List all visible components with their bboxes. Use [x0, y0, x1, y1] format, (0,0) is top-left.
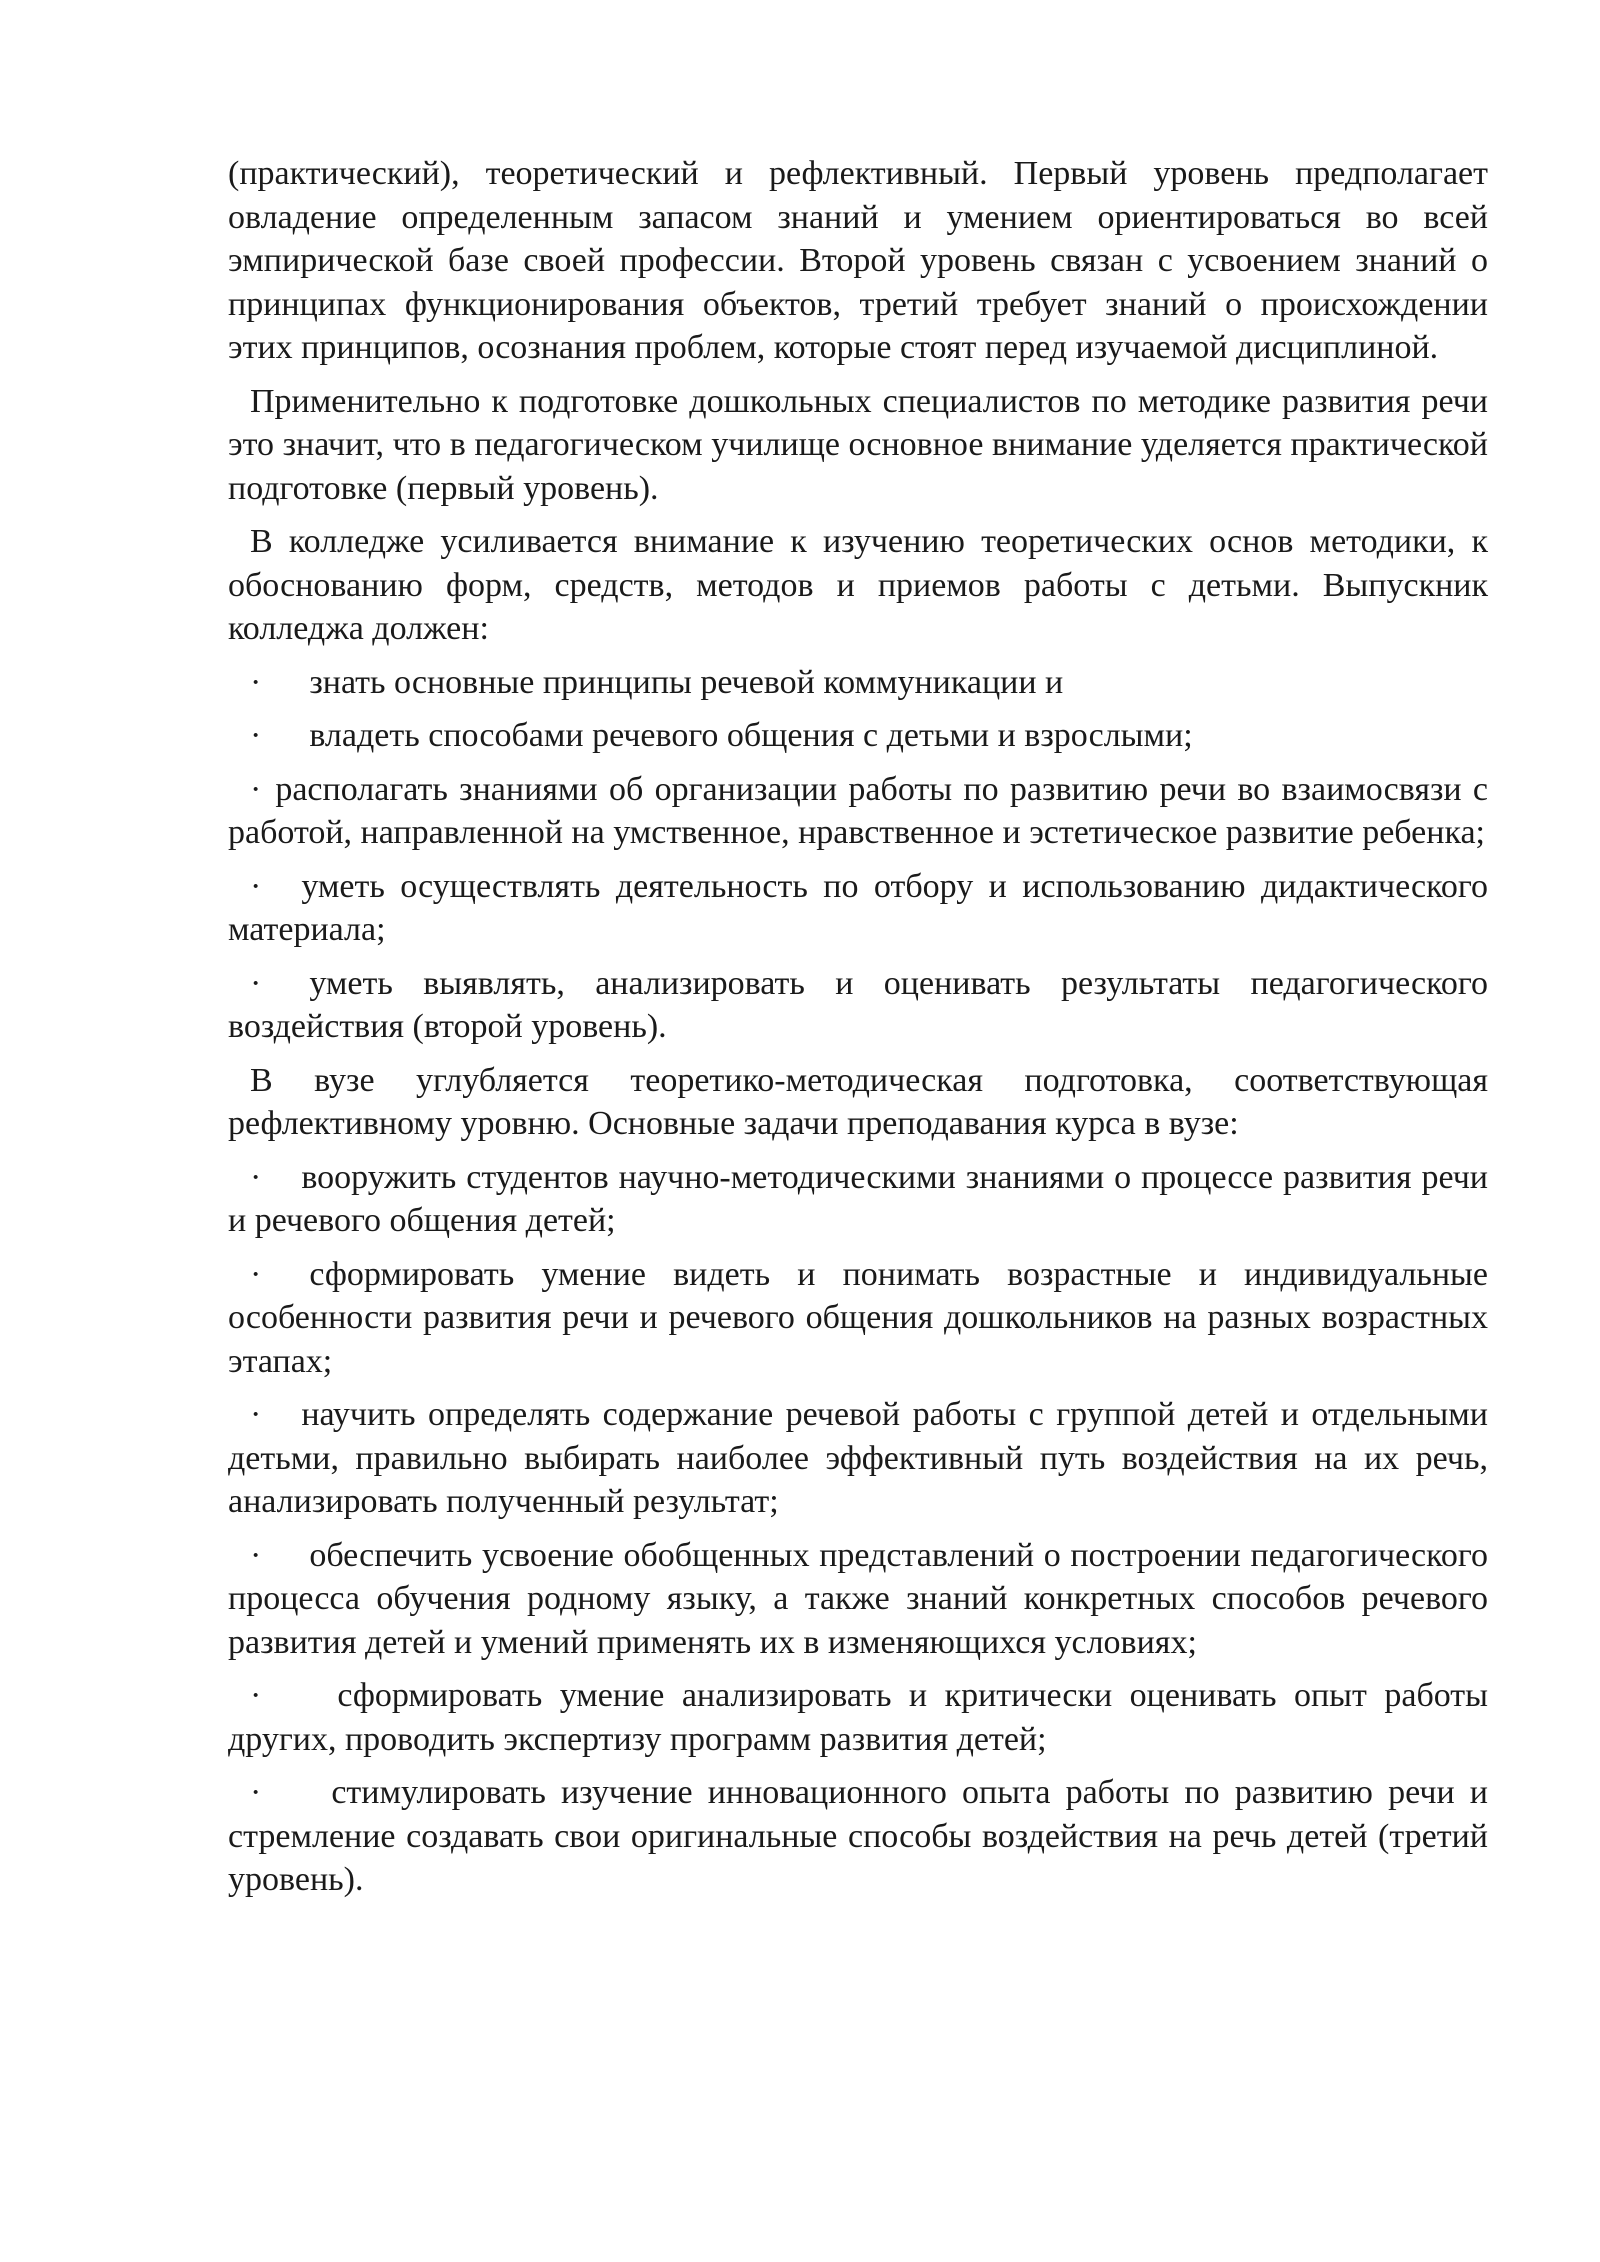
list-item — [228, 768, 1488, 855]
bullet-icon: · — [250, 1158, 262, 1196]
list-item-text: сформировать умение видеть и понимать возрастные и индивидуальные особенности развития речи и речевого общения дошкольников на разных возрастных этапах; — [228, 1255, 1488, 1380]
list-item — [228, 1674, 1488, 1761]
bullet-icon: · — [250, 770, 262, 808]
list-item-text: располагать знаниями об организации работы по развитию речи во взаимосвязи с работой, направленной на умственное, нравственное и эстетическое развитие ребенка; — [228, 770, 1488, 851]
bullet-icon: · — [250, 867, 262, 905]
paragraph-levels: (практический), теоретический и рефлективный. Первый уровень предполагает овладение определенным запасом знаний и умением ориентироваться во всей эмпирической базе своей профессии. Второй уровень связан с усвоением знаний о принципах функционирования объектов, третий требует знаний о происхождении этих принципов, осознания проблем, которые стоят перед изучаемой дисциплиной. — [228, 155, 1488, 366]
list-item — [228, 962, 1488, 1049]
bullet-icon: · — [250, 1396, 262, 1433]
bullet-icon: · — [250, 663, 262, 701]
list-item-text: владеть способами речевого общения с детьми и взрослыми; — [309, 717, 1193, 754]
list-item — [228, 1393, 1488, 1524]
list-item — [228, 1771, 1488, 1902]
list-item — [228, 661, 1488, 705]
list-item — [228, 714, 1488, 758]
list-item-text: знать основные принципы речевой коммуникации и — [309, 663, 1064, 701]
list-item-text: вооружить студентов научно-методическими знаниями о процессе развития речи и речевого общения детей; — [228, 1158, 1488, 1239]
paragraph-university: В вузе углубляется теоретико-методическая подготовка, соответствующая рефлективному уровню. Основные задачи преподавания курса в вузе: — [228, 1061, 1488, 1142]
bullet-icon: · — [250, 1774, 262, 1811]
bullet-icon: · — [250, 717, 262, 754]
list-item — [228, 1253, 1488, 1384]
list-item-text: уметь осуществлять деятельность по отбору и использованию дидактического материала; — [228, 867, 1488, 948]
bullet-icon: · — [250, 964, 262, 1002]
list-item-text: стимулировать изучение инновационного опыта работы по развитию речи и стремление создавать свои оригинальные способы воздействия на речь детей (третий уровень). — [228, 1774, 1488, 1898]
paragraph-pedagogical-school: Применительно к подготовке дошкольных специалистов по методике развития речи это значит, что в педагогическом училище основное внимание уделяется практической подготовке (первый уровень). — [228, 382, 1488, 507]
list-item-text: уметь выявлять, анализировать и оценивать результаты педагогического воздействия (второй уровень). — [228, 964, 1488, 1045]
list-item-text: научить определять содержание речевой работы с группой детей и отдельными детьми, правильно выбирать наиболее эффективный путь воздействия на их речь, анализировать полученный результат; — [228, 1396, 1488, 1520]
list-item — [228, 1156, 1488, 1243]
list-item-text: сформировать умение анализировать и критически оценивать опыт работы других, проводить экспертизу программ развития детей; — [228, 1677, 1488, 1758]
bullet-icon: · — [250, 1677, 262, 1714]
paragraph-college: В колледже усиливается внимание к изучению теоретических основ методики, к обоснованию форм, средств, методов и приемов работы с детьми. Выпускник колледжа должен: — [228, 523, 1488, 647]
document-body — [228, 152, 1488, 1912]
list-item — [228, 1534, 1488, 1665]
list-item — [228, 865, 1488, 952]
list-item-text: обеспечить усвоение обобщенных представлений о построении педагогического процесса обучения родному языку, а также знаний конкретных способов речевого развития детей и умений применять их в изменяющихся условиях; — [228, 1536, 1488, 1661]
bullet-icon: · — [250, 1536, 262, 1574]
bullet-icon: · — [250, 1255, 262, 1293]
